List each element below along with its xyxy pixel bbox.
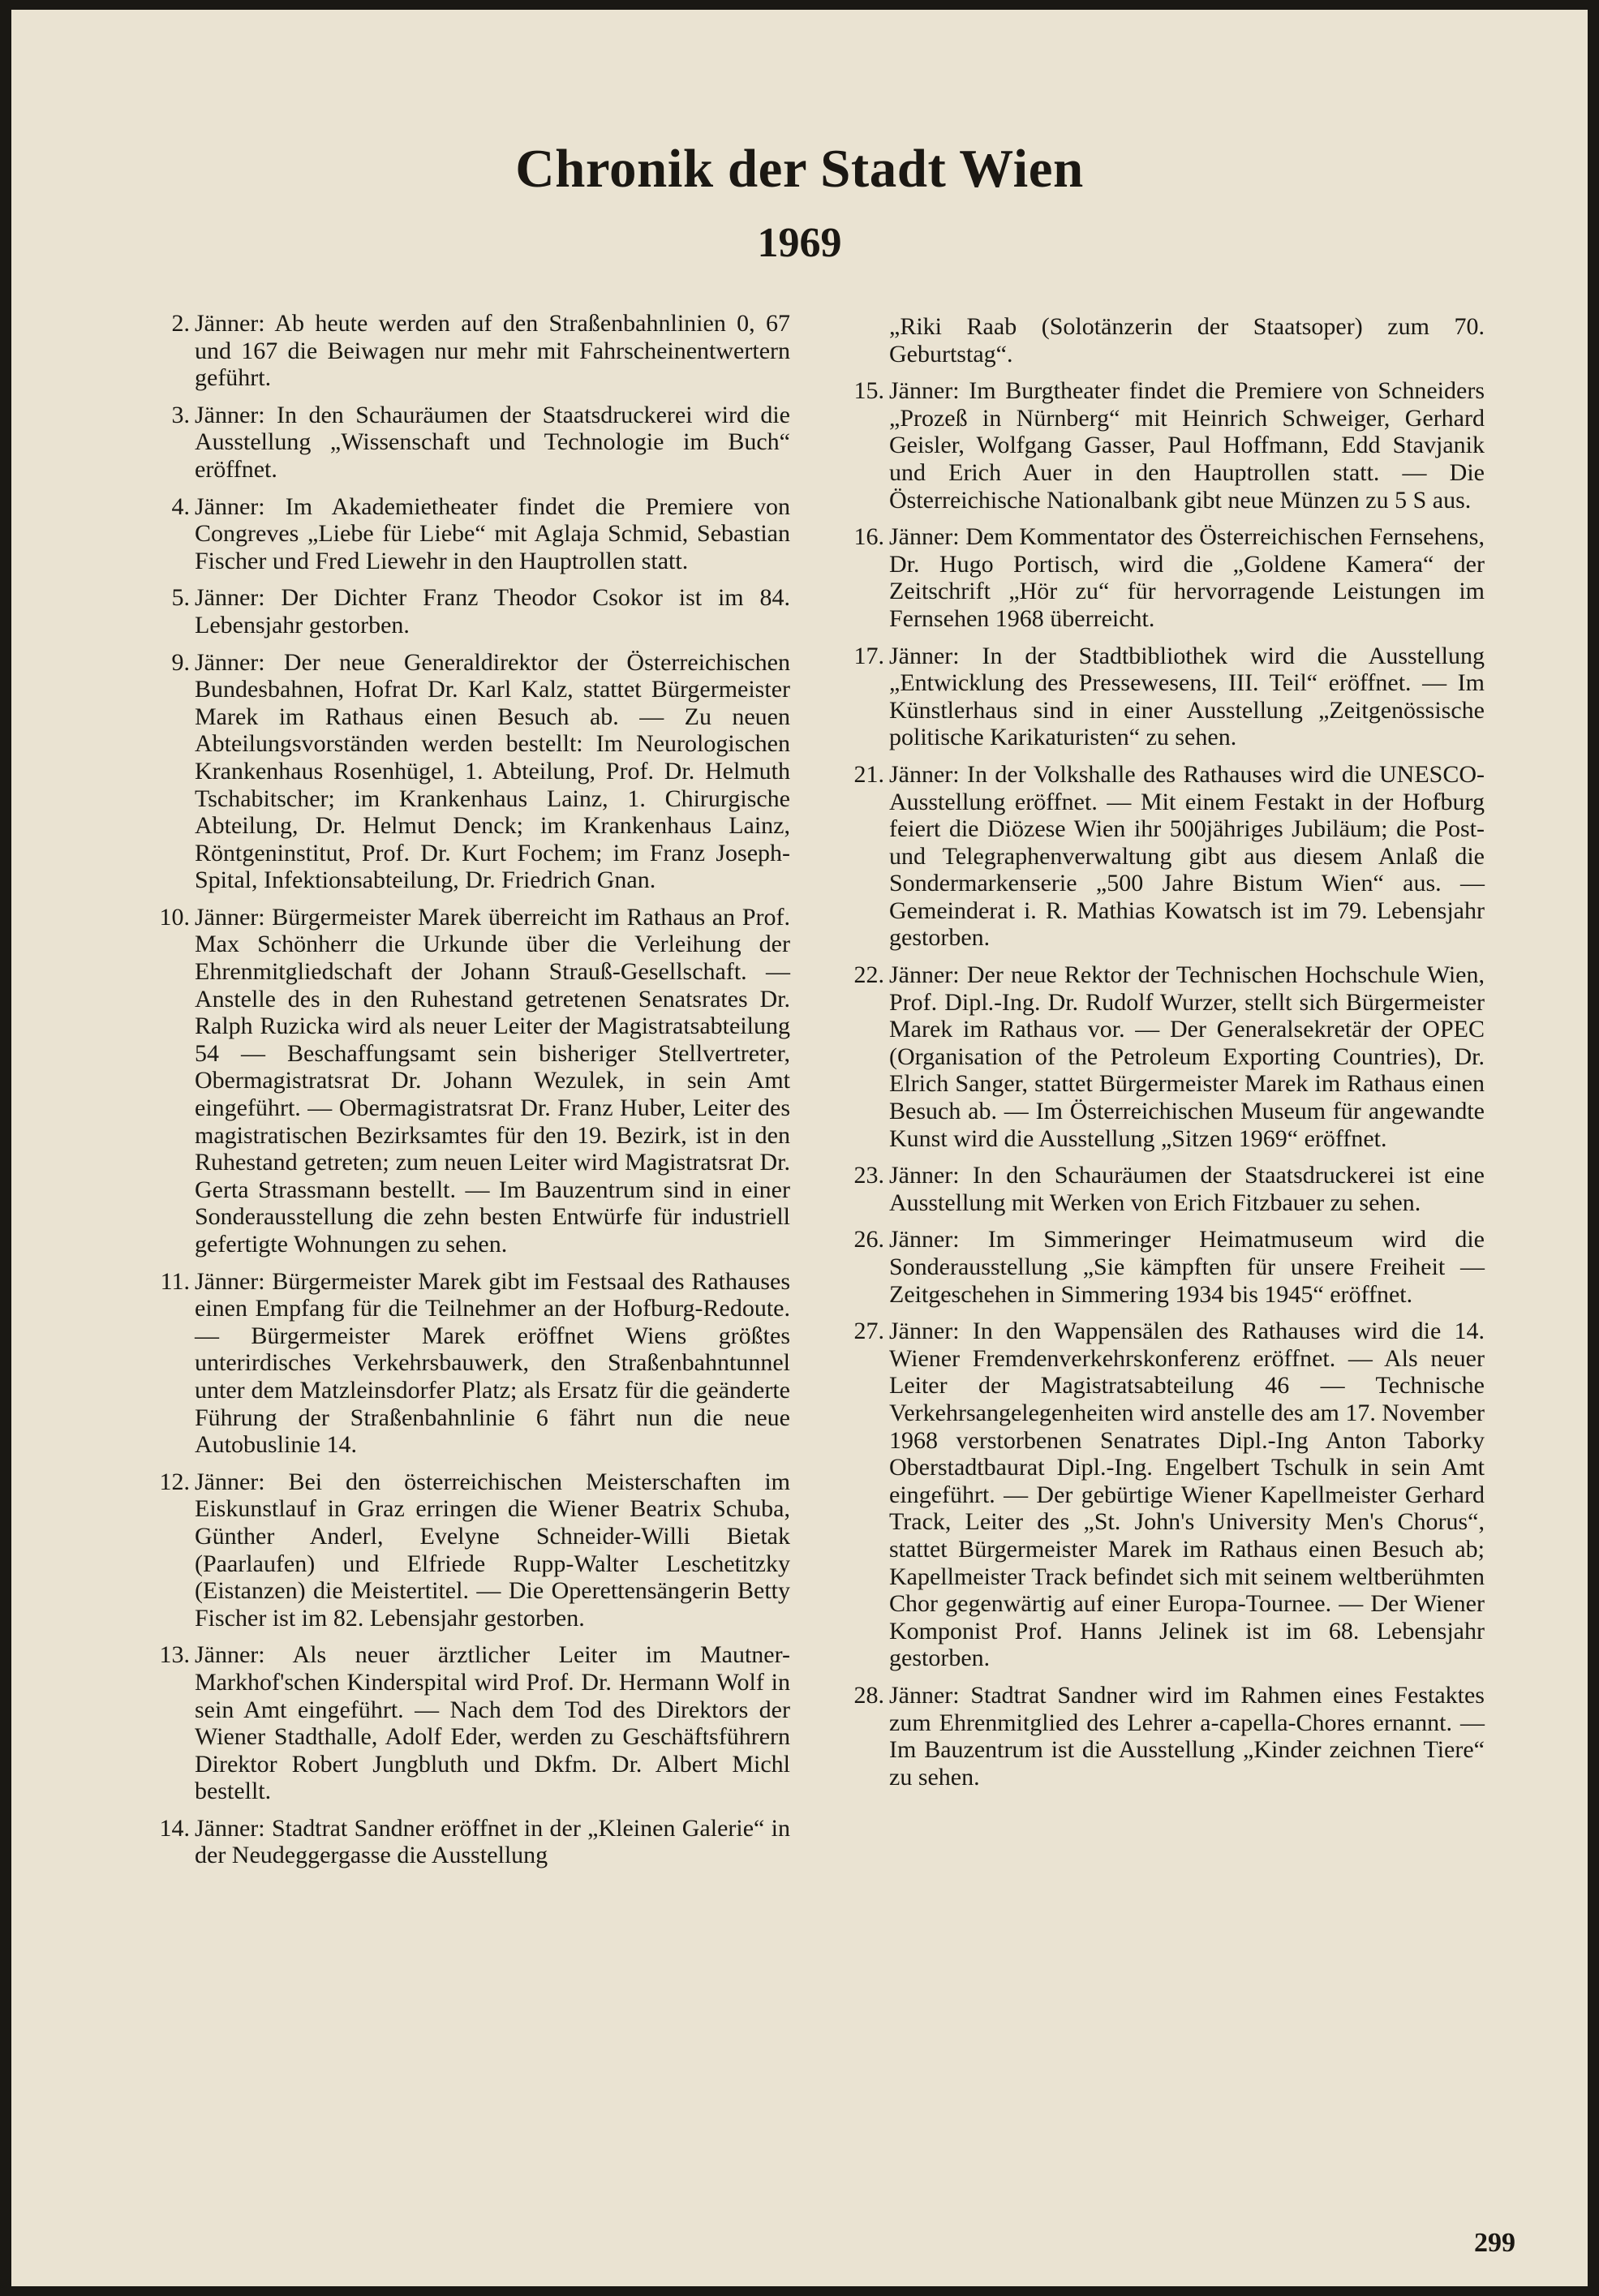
entry-text: Jänner: Dem Kommentator des Österreichischen Fernsehens, Dr. Hugo Portisch, wird die „Goldene Kamera“ der Zeitschrift „Hör zu“ für hervorragende Leistungen im Fernsehen 1968 überreicht.	[889, 523, 1485, 632]
chronicle-entry	[133, 310, 790, 392]
entry-date: 13.	[159, 1641, 190, 1669]
chronicle-entry	[133, 402, 790, 484]
chronicle-entry	[133, 1641, 790, 1805]
entry-text: Jänner: In der Volkshalle des Rathauses wird die UNESCO-Ausstellung eröffnet. — Mit einem Festakt in der Hofburg feiert die Diözese Wien ihr 500jähriges Jubiläum; die Post- und Telegraphenverwaltung gibt aus diesem Anlaß die Sondermarkenserie „500 Jahre Bistum Wien“ aus. — Gemeinderat i. R. Mathias Kowatsch ist im 79. Lebensjahr gestorben.	[889, 760, 1485, 952]
entry-text: Jänner: Der Dichter Franz Theodor Csokor ist im 84. Lebensjahr gestorben.	[195, 584, 790, 638]
entry-text: Jänner: Im Akademietheater findet die Premiere von Congreves „Liebe für Liebe“ mit Aglaja Schmid, Sebastian Fischer und Fred Liewehr in den Hauptrollen statt.	[195, 492, 790, 574]
entry-text: Jänner: In den Wappensälen des Rathauses wird die 14. Wiener Fremdenverkehrskonferenz eröffnet. — Als neuer Leiter der Magistratsabteilung 46 — Technische Verkehrsangelegenheiten wird anstelle des am 17. November 1968 verstorbenen Senatrates Dipl.-Ing Anton Taborky Oberstadtbaurat Dipl.-Ing. Engelbert Tschulk in sein Amt eingeführt. — Der gebürtige Wiener Kapellmeister Gerhard Track, Leiter des „St. John's University Men's Chorus“, stattet Bürgermeister Marek im Rathaus einen Besuch ab; Kapellmeister Track befindet sich mit seinem weltberühmten Chor gegenwärtig auf einer Europa-Tournee. — Der Wiener Komponist Prof. Hanns Jelinek ist im 68. Lebensjahr gestorben.	[889, 1318, 1485, 1672]
entry-date: 10.	[159, 903, 190, 931]
entry-date: 26.	[853, 1226, 884, 1253]
entry-date: 14.	[159, 1814, 190, 1842]
chronicle-entry	[133, 1268, 790, 1459]
entry-date: 28.	[853, 1681, 884, 1709]
entry-date: 4.	[171, 492, 190, 520]
entry-text: Jänner: Der neue Generaldirektor der Österreichischen Bundesbahnen, Hofrat Dr. Karl Kalz, stattet Bürgermeister Marek im Rathaus einen Besuch ab. — Zu neuen Abteilungsvorständen werden bestellt: Im Neurologischen Krankenhaus Rosenhügel, 1. Abteilung, Prof. Dr. Helmuth Tschabitscher; im Krankenhaus Lainz, 1. Chirurgische Abteilung, Dr. Helmut Denck; im Krankenhaus Lainz, Röntgeninstitut, Prof. Dr. Kurt Fochem; im Franz Joseph-Spital, Infektionsabteilung, Dr. Friedrich Gnan.	[195, 648, 790, 894]
entry-date: 5.	[171, 584, 190, 612]
chronicle-entry-continuation	[827, 313, 1485, 368]
chronicle-entry	[133, 649, 790, 894]
entry-text: Jänner: Im Burgtheater findet die Premiere von Schneiders „Prozeß in Nürnberg“ mit Heinrich Schweiger, Gerhard Geisler, Wolfgang Gasser, Paul Hoffmann, Edd Stavjanik und Erich Auer in den Hauptrollen statt. — Die Österreichische Nationalbank gibt neue Münzen zu 5 S aus.	[889, 377, 1485, 514]
entry-text: Jänner: Stadtrat Sandner eröffnet in der „Kleinen Galerie“ in der Neudeggergasse die Ausstellung	[195, 1814, 790, 1869]
document-page	[11, 10, 1588, 2286]
entry-date: 11.	[160, 1267, 190, 1295]
chronicle-entry	[827, 523, 1485, 632]
entry-text: Jänner: In den Schauräumen der Staatsdruckerei ist eine Ausstellung mit Werken von Erich Fitzbauer zu sehen.	[889, 1162, 1485, 1216]
entry-date: 27.	[853, 1318, 884, 1345]
chronicle-entry	[133, 493, 790, 575]
entry-date: 21.	[853, 760, 884, 788]
entry-date: 17.	[853, 642, 884, 669]
chronicle-entry	[827, 377, 1485, 514]
right-column	[827, 313, 1485, 1800]
entry-text: Jänner: Bei den österreichischen Meisterschaften im Eiskunstlauf in Graz erringen die Wiener Beatrix Schuba, Günther Anderl, Evelyne Schneider-Willi Bietak (Paarlaufen) und Elfriede Rupp-Walter Leschetitzky (Eistanzen) die Meistertitel. — Die Operettensängerin Betty Fischer ist im 82. Lebensjahr gestorben.	[195, 1468, 790, 1632]
chronicle-entry	[827, 1682, 1485, 1791]
page-number: 299	[1474, 2228, 1515, 2258]
entry-text: Jänner: In den Schauräumen der Staatsdruckerei wird die Ausstellung „Wissenschaft und Technologie im Buch“ eröffnet.	[195, 401, 790, 483]
chronicle-entry	[827, 1162, 1485, 1216]
chronicle-entry	[133, 1815, 790, 1869]
chronicle-entry	[827, 961, 1485, 1152]
entry-date: 2.	[171, 310, 190, 337]
chronicle-entry	[133, 1468, 790, 1632]
left-column	[133, 310, 790, 1879]
chronicle-entry	[827, 761, 1485, 952]
page-title: Chronik der Stadt Wien	[515, 139, 1084, 199]
entry-text: Jänner: In der Stadtbibliothek wird die Ausstellung „Entwicklung des Pressewesens, III. Teil“ eröffnet. — Im Künstlerhaus sind in einer Ausstellung „Zeitgenössische politische Karikaturisten“ zu sehen.	[889, 642, 1485, 751]
chronicle-entry	[827, 643, 1485, 751]
entry-date: 22.	[853, 961, 884, 989]
entry-text: Jänner: Der neue Rektor der Technischen Hochschule Wien, Prof. Dipl.-Ing. Dr. Rudolf Wurzer, stellt sich Bürgermeister Marek im Rathaus vor. — Der Generalsekretär der OPEC (Organisation of the Petroleum Exporting Countries), Dr. Elrich Sanger, stattet Bürgermeister Marek im Rathaus einen Besuch ab. — Im Österreichischen Museum für angewandte Kunst wird die Ausstellung „Sitzen 1969“ eröffnet.	[889, 961, 1485, 1152]
entry-text: „Riki Raab (Solotänzerin der Staatsoper) zum 70. Geburtstag“.	[889, 313, 1485, 368]
entry-date: 3.	[171, 401, 190, 428]
entry-date: 16.	[853, 523, 884, 551]
entry-text: Jänner: Stadtrat Sandner wird im Rahmen eines Festaktes zum Ehrenmitglied des Lehrer a-capella-Chores ernannt. — Im Bauzentrum ist die Ausstellung „Kinder zeichnen Tiere“ zu sehen.	[889, 1681, 1485, 1791]
entry-text: Jänner: Im Simmeringer Heimatmuseum wird die Sonderausstellung „Sie kämpften für unsere Freiheit — Zeitgeschehen in Simmering 1934 bis 1945“ eröffnet.	[889, 1226, 1485, 1308]
chronicle-entry	[133, 584, 790, 638]
entry-date: 12.	[159, 1468, 190, 1495]
entry-date: 23.	[853, 1162, 884, 1189]
entry-date: 9.	[171, 648, 190, 676]
chronicle-entry	[133, 904, 790, 1258]
page-subtitle-year: 1969	[757, 220, 842, 266]
chronicle-entry	[827, 1226, 1485, 1308]
entry-text: Jänner: Ab heute werden auf den Straßenbahnlinien 0, 67 und 167 die Beiwagen nur mehr mit Fahrscheinentwertern geführt.	[195, 310, 790, 392]
entry-text: Jänner: Als neuer ärztlicher Leiter im Mautner-Markhof'schen Kinderspital wird Prof. Dr. Hermann Wolf in sein Amt eingeführt. — Nach dem Tod des Direktors der Wiener Stadthalle, Adolf Eder, werden zu Geschäftsführern Direktor Robert Jungbluth und Dkfm. Dr. Albert Michl bestellt.	[195, 1641, 790, 1805]
entry-text: Jänner: Bürgermeister Marek gibt im Festsaal des Rathauses einen Empfang für die Teilnehmer an der Hofburg-Redoute. — Bürgermeister Marek eröffnet Wiens größtes unterirdisches Verkehrsbauwerk, den Straßenbahntunnel unter dem Matzleinsdorfer Platz; als Ersatz für die geänderte Führung der Straßenbahnlinie 6 fährt nun die neue Autobuslinie 14.	[195, 1267, 790, 1459]
entry-text: Jänner: Bürgermeister Marek überreicht im Rathaus an Prof. Max Schönherr die Urkunde über die Verleihung der Ehrenmitgliedschaft der Johann Strauß-Gesellschaft. — Anstelle des in den Ruhestand getretenen Senatsrates Dr. Ralph Ruzicka wird als neuer Leiter der Magistratsabteilung 54 — Beschaffungsamt sein bisheriger Stellvertreter, Obermagistratsrat Dr. Johann Wezulek, in sein Amt eingeführt. — Obermagistratsrat Dr. Franz Huber, Leiter des magistratischen Bezirksamtes für den 19. Bezirk, ist in den Ruhestand getreten; zum neuen Leiter wird Magistratsrat Dr. Gerta Strassmann bestellt. — Im Bauzentrum sind in einer Sonderausstellung die zehn besten Entwürfe für industriell gefertigte Wohnungen zu sehen.	[195, 903, 790, 1258]
chronicle-entry	[827, 1318, 1485, 1672]
entry-date: 15.	[853, 377, 884, 405]
